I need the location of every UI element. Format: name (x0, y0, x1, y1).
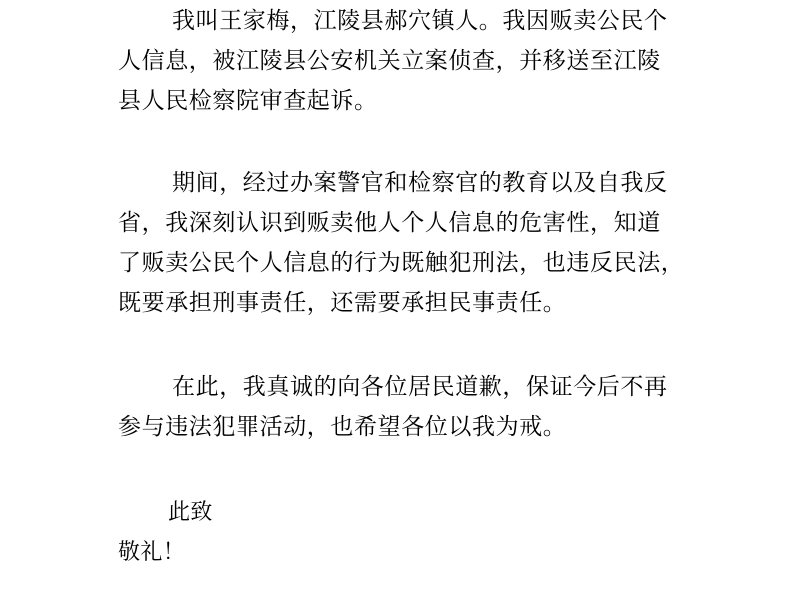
paragraph-line: 参与违法犯罪活动，也希望各位以我为戒。 (118, 414, 567, 440)
paragraph-line: 期间，经过办案警官和检察官的教育以及自我反 (172, 170, 668, 196)
paragraph-line: 人信息，被江陵县公安机关立案侦查，并移送至江陵 (118, 48, 661, 74)
paragraph-line: 省，我深刻认识到贩卖他人个人信息的危害性，知道 (118, 210, 661, 236)
closing-salutation: 此致 (168, 500, 213, 525)
paragraph-introduction (118, 1, 678, 121)
paragraph-reflection (118, 163, 685, 323)
paragraph-line: 我叫王家梅，江陵县郝穴镇人。我因贩卖公民个 (172, 8, 668, 34)
paragraph-line: 县人民检察院审查起诉。 (118, 88, 378, 114)
paragraph-line: 既要承担刑事责任，还需要承担民事责任。 (118, 290, 567, 316)
paragraph-line: 了贩卖公民个人信息的行为既触犯刑法，也违反民法， (118, 250, 685, 276)
closing-regards: 敬礼！ (118, 540, 186, 565)
paragraph-line: 在此，我真诚的向各位居民道歉，保证今后不再 (172, 374, 668, 400)
paragraph-apology (118, 367, 678, 447)
